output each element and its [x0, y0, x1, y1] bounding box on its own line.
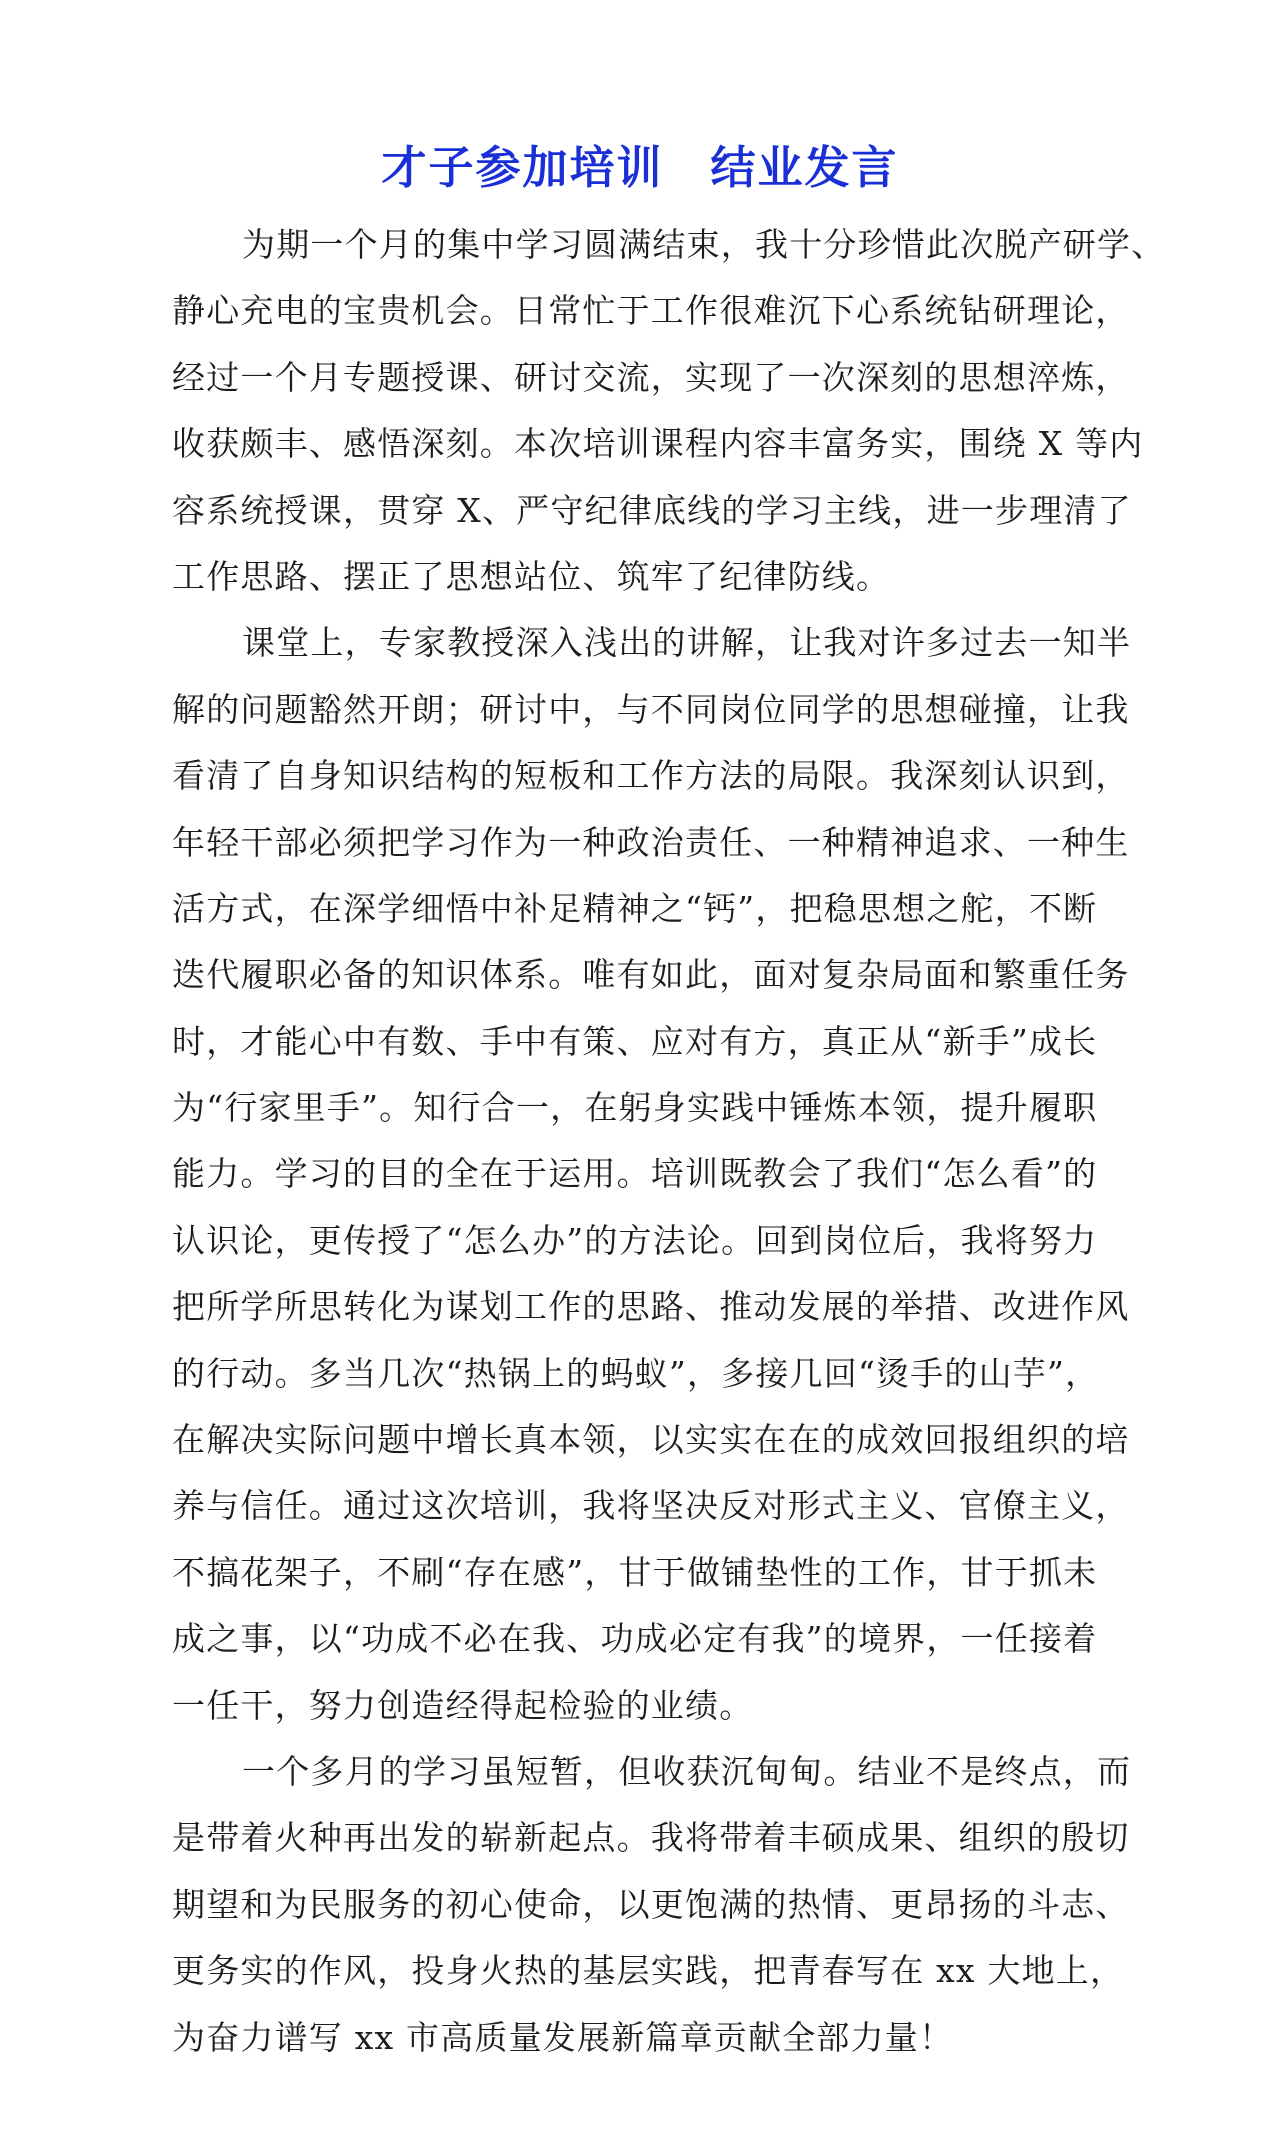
- text-line: 认识论，更传授了“怎么办”的方法论。回到岗位后，我将努力: [172, 1220, 1098, 1260]
- text-line: 静心充电的宝贵机会。日常忙于工作很难沉下心系统钻研理论，: [172, 291, 1130, 331]
- text-line: 课堂上，专家教授深入浅出的讲解，让我对许多过去一知半: [242, 623, 1132, 663]
- paragraph-3: [172, 1739, 1132, 2071]
- document-title: 才子参加培训 结业发言: [381, 141, 899, 195]
- text-line: 成之事，以“功成不必在我、功成必定有我”的境界，一任接着: [172, 1619, 1098, 1659]
- text-line: 为奋力谱写 xx 市高质量发展新篇章贡献全部力量！: [172, 2017, 954, 2057]
- paragraph-1: [172, 212, 1166, 610]
- text-line: 时，才能心中有数、手中有策、应对有方，真正从“新手”成长: [172, 1021, 1098, 1061]
- text-line: 为“行家里手”。知行合一，在躬身实践中锤炼本领，提升履职: [172, 1088, 1098, 1128]
- text-line: 工作思路、摆正了思想站位、筑牢了纪律防线。: [172, 556, 891, 596]
- paragraph-2: [172, 610, 1132, 1739]
- text-line: 期望和为民服务的初心使命，以更饱满的热情、更昂扬的斗志、: [172, 1884, 1130, 1924]
- text-line: 更务实的作风，投身火热的基层实践，把青春写在 xx 大地上，: [172, 1951, 1125, 1991]
- text-line: 一个多月的学习虽短暂，但收获沉甸甸。结业不是终点，而: [242, 1751, 1132, 1791]
- text-line: 养与信任。通过这次培训，我将坚决反对形式主义、官僚主义，: [172, 1486, 1130, 1526]
- text-line: 年轻干部必须把学习作为一种政治责任、一种精神追求、一种生: [172, 822, 1130, 862]
- text-line: 迭代履职必备的知识体系。唯有如此，面对复杂局面和繁重任务: [172, 955, 1130, 995]
- text-line: 把所学所思转化为谋划工作的思路、推动发展的举措、改进作风: [172, 1287, 1130, 1327]
- text-line: 不搞花架子，不刷“存在感”，甘于做铺垫性的工作，甘于抓未: [172, 1552, 1098, 1592]
- text-line: 是带着火种再出发的崭新起点。我将带着丰硕成果、组织的殷切: [172, 1818, 1130, 1858]
- text-line: 收获颇丰、感悟深刻。本次培训课程内容丰富务实，围绕 X 等内: [172, 424, 1144, 464]
- text-line: 在解决实际问题中增长真本领，以实实在在的成效回报组织的培: [172, 1420, 1130, 1460]
- text-line: 经过一个月专题授课、研讨交流，实现了一次深刻的思想淬炼，: [172, 357, 1130, 397]
- text-line: 一任干，努力创造经得起检验的业绩。: [172, 1685, 754, 1725]
- text-line: 解的问题豁然开朗；研讨中，与不同岗位同学的思想碰撞，让我: [172, 689, 1130, 729]
- text-line: 能力。学习的目的全在于运用。培训既教会了我们“怎么看”的: [172, 1154, 1098, 1194]
- text-line: 的行动。多当几次“热锅上的蚂蚁”，多接几回“烫手的山芋”，: [172, 1353, 1100, 1393]
- text-line: 为期一个月的集中学习圆满结束，我十分珍惜此次脱产研学、: [242, 225, 1166, 264]
- text-line: 活方式，在深学细悟中补足精神之“钙”，把稳思想之舵，不断: [172, 888, 1098, 928]
- text-line: 容系统授课，贯穿 X、严守纪律底线的学习主线，进一步理清了: [172, 490, 1132, 530]
- document-body: [172, 212, 1166, 2071]
- text-line: 看清了自身知识结构的短板和工作方法的局限。我深刻认识到，: [172, 756, 1130, 796]
